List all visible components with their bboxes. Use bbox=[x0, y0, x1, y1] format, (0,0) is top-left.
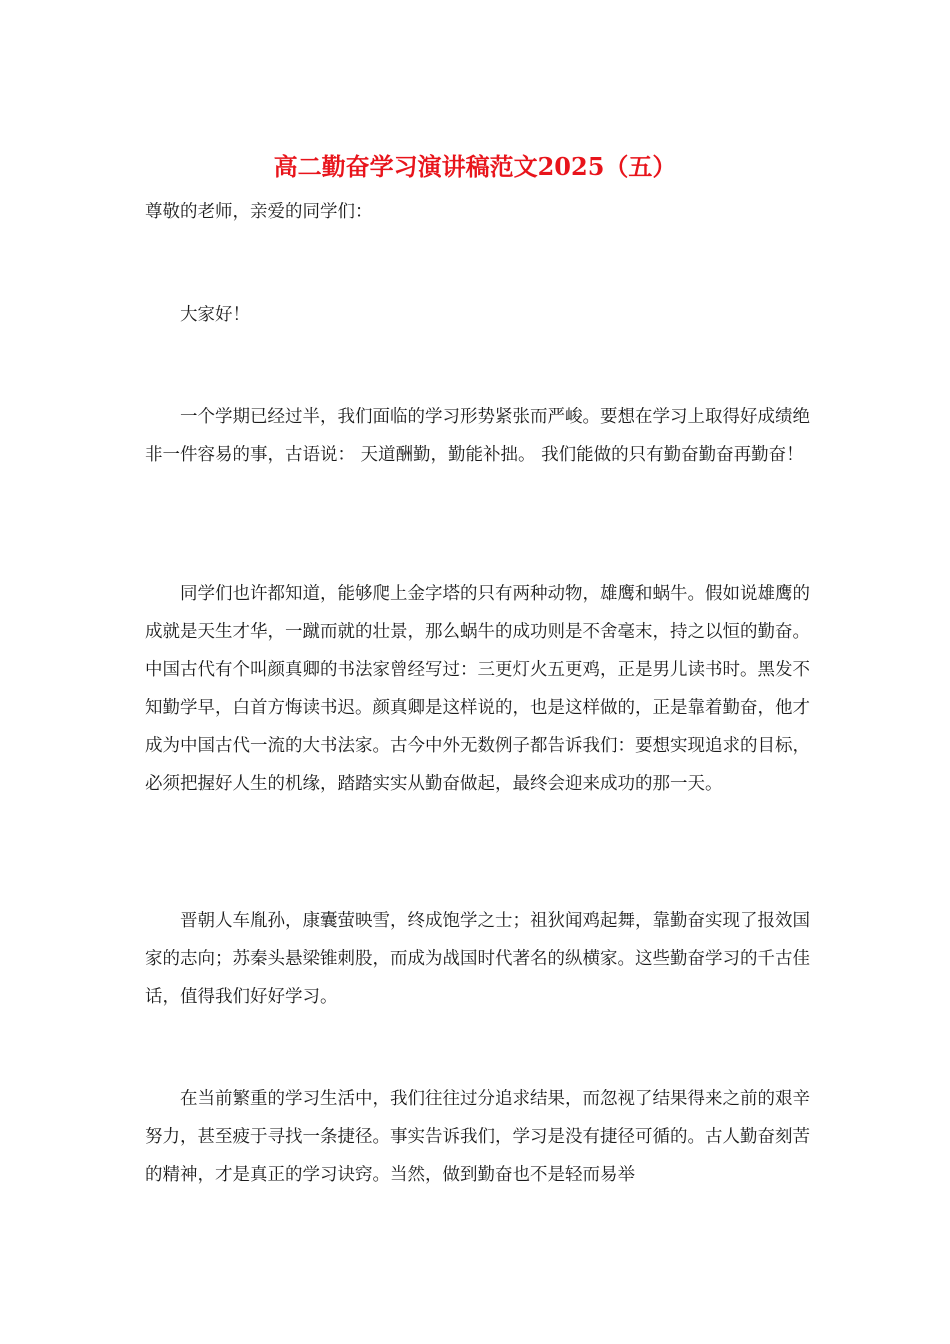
paragraph-greeting: 大家好！ bbox=[180, 305, 250, 325]
paragraph-eagle-snail: 同学们也许都知道，能够爬上金字塔的只有两种动物，雄鹰和蜗牛。假如说雄鹰的成就是天生才华，一蹴而就的壮景，那么蜗牛的成功则是不舍毫末，持之以恒的勤奋。中国古代有个叫颜真卿的书法家曾经写过：三更灯火五更鸡，正是男儿读书时。黑发不知勤学早，白首方悔读书迟。颜真卿是这样说的，也是这样做的，正是靠着勤奋，他才成为中国古代一流的大书法家。古今中外无数例子都告诉我们：要想实现追求的目标，必须把握好人生的机缘，踏踏实实从勤奋做起，最终会迎来成功的那一天。 bbox=[145, 584, 810, 794]
paragraph-historical-examples: 晋朝人车胤孙，康囊萤映雪，终成饱学之士；祖狄闻鸡起舞，靠勤奋实现了报效国家的志向；苏秦头悬梁锥刺股，而成为战国时代著名的纵横家。这些勤奋学习的千古佳话，值得我们好好学习。 bbox=[145, 911, 810, 1007]
paragraph-semester: 一个学期已经过半，我们面临的学习形势紧张而严峻。要想在学习上取得好成绩绝非一件容易的事，古语说： 天道酬勤，勤能补拙。 我们能做的只有勤奋勤奋再勤奋！ bbox=[145, 407, 810, 465]
paragraph-shortcut: 在当前繁重的学习生活中，我们往往过分追求结果，而忽视了结果得来之前的艰辛努力，甚至疲于寻找一条捷径。事实告诉我们，学习是没有捷径可循的。古人勤奋刻苦的精神，才是真正的学习诀窍。当然，做到勤奋也不是轻而易举 bbox=[145, 1089, 810, 1185]
salutation: 尊敬的老师，亲爱的同学们： bbox=[145, 202, 373, 222]
page-title: 高二勤奋学习演讲稿范文2025（五） bbox=[273, 152, 677, 181]
